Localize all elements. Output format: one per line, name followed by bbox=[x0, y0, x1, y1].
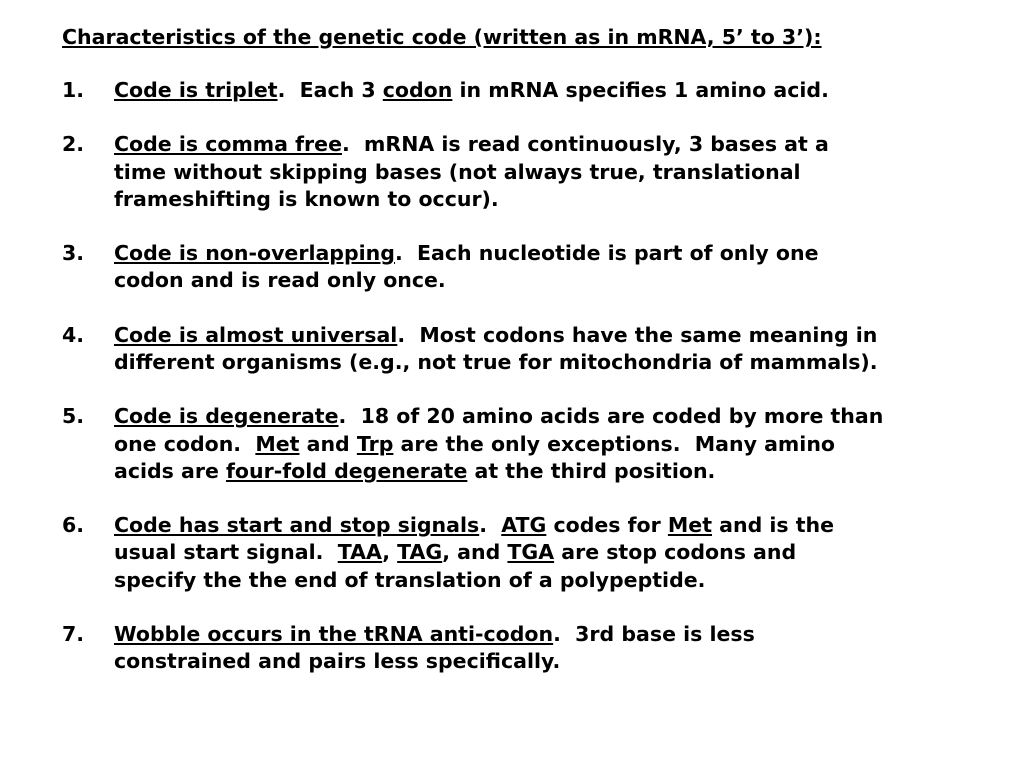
item-number: 1. bbox=[62, 78, 85, 102]
text-segment: . 18 of 20 amino acids are coded by more than bbox=[338, 404, 884, 429]
item-line bbox=[114, 77, 982, 104]
item-number: 6. bbox=[62, 513, 85, 538]
item-line bbox=[114, 186, 982, 213]
text-segment: , bbox=[382, 540, 398, 565]
text-segment: at the third position. bbox=[467, 458, 716, 483]
text-segment: frameshifting is known to occur). bbox=[114, 186, 499, 211]
text-segment: . bbox=[479, 513, 502, 538]
underlined-term: Wobble occurs in the tRNA anti-codon bbox=[114, 621, 554, 646]
list-item bbox=[62, 240, 982, 294]
item-line bbox=[114, 240, 982, 267]
text-segment: codes for bbox=[546, 513, 668, 538]
slide-title: Characteristics of the genetic code (written as in mRNA, 5’ to 3’): bbox=[62, 25, 822, 49]
underlined-term: Code is almost universal bbox=[114, 322, 398, 347]
underlined-term: TGA bbox=[507, 540, 555, 565]
underlined-term: Met bbox=[255, 431, 300, 456]
text-segment: usual start signal. bbox=[114, 540, 338, 565]
underlined-term: ATG bbox=[501, 513, 547, 538]
list-item bbox=[62, 77, 982, 104]
item-number: 5. bbox=[62, 404, 85, 429]
item-number: 7. bbox=[62, 621, 85, 646]
item-line bbox=[114, 648, 982, 675]
item-line bbox=[114, 322, 982, 349]
text-segment: specify the the end of translation of a polypeptide. bbox=[114, 567, 706, 592]
item-line bbox=[114, 512, 982, 539]
text-segment: time without skipping bases (not always true, translational bbox=[114, 159, 801, 184]
underlined-term: codon bbox=[382, 78, 453, 102]
text-segment: different organisms (e.g., not true for mitochondria of mammals). bbox=[114, 349, 878, 374]
underlined-term: TAG bbox=[397, 540, 443, 565]
text-segment: . Most codons have the same meaning in bbox=[397, 322, 878, 347]
underlined-term: Trp bbox=[356, 431, 394, 456]
item-line bbox=[114, 431, 982, 458]
underlined-term: Met bbox=[667, 513, 712, 538]
underlined-term: Code is non-overlapping bbox=[114, 241, 395, 266]
underlined-term: four-fold degenerate bbox=[226, 458, 468, 483]
text-segment: one codon. bbox=[114, 431, 256, 456]
underlined-term: Code has start and stop signals bbox=[114, 513, 480, 538]
item-line bbox=[114, 403, 982, 430]
text-segment: codon and is read only once. bbox=[114, 268, 446, 293]
item-number: 2. bbox=[62, 132, 85, 157]
text-segment: constrained and pairs less specifically. bbox=[114, 649, 561, 674]
item-number: 3. bbox=[62, 241, 85, 266]
item-line bbox=[114, 131, 982, 158]
list-item bbox=[62, 403, 982, 485]
text-segment: and bbox=[299, 431, 357, 456]
item-line bbox=[114, 567, 982, 594]
item-number: 4. bbox=[62, 322, 85, 347]
text-segment: . mRNA is read continuously, 3 bases at a bbox=[341, 132, 829, 157]
text-segment: and is the bbox=[712, 513, 835, 538]
list-item bbox=[62, 131, 982, 213]
text-segment: . Each nucleotide is part of only one bbox=[394, 241, 819, 266]
item-line bbox=[114, 458, 982, 485]
text-segment: are stop codons and bbox=[554, 540, 797, 565]
text-segment: . 3rd base is less bbox=[553, 621, 755, 646]
characteristics-list bbox=[62, 77, 982, 703]
text-segment: acids are bbox=[114, 458, 227, 483]
text-segment: in mRNA specifies 1 amino acid. bbox=[452, 78, 829, 102]
list-item bbox=[62, 512, 982, 594]
list-item bbox=[62, 322, 982, 376]
text-segment: , and bbox=[442, 540, 508, 565]
underlined-term: Code is comma free bbox=[114, 132, 342, 157]
item-line bbox=[114, 349, 982, 376]
item-line bbox=[114, 159, 982, 186]
item-line bbox=[114, 621, 982, 648]
underlined-term: Code is degenerate bbox=[114, 404, 339, 429]
text-segment: are the only exceptions. Many amino bbox=[393, 431, 836, 456]
item-line bbox=[114, 267, 982, 294]
text-segment: . Each 3 bbox=[277, 78, 383, 102]
item-line bbox=[114, 539, 982, 566]
list-item bbox=[62, 621, 982, 675]
underlined-term: TAA bbox=[337, 540, 383, 565]
underlined-term: Code is triplet bbox=[114, 78, 278, 102]
